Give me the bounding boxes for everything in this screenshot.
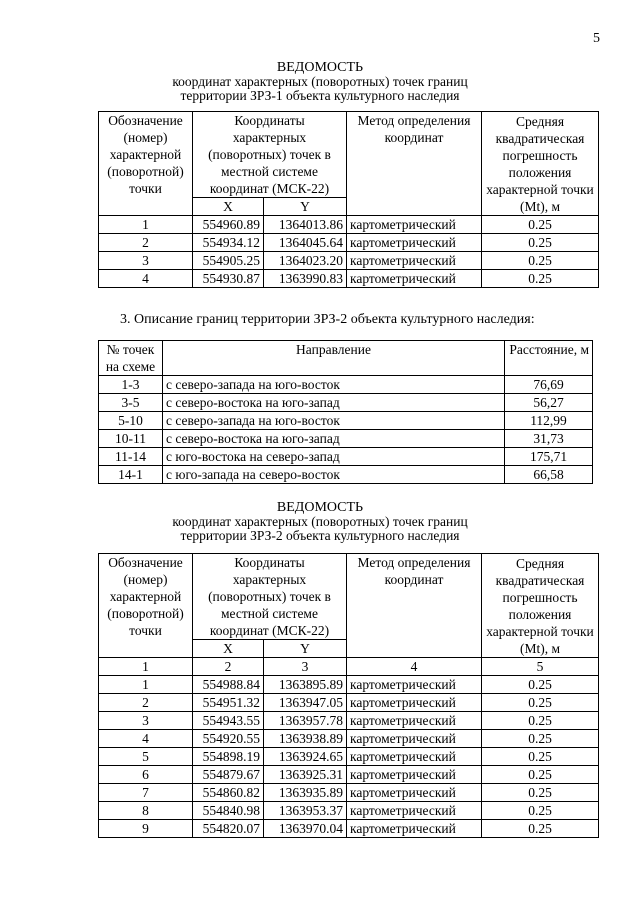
y-coordinate-cell: 1363935.89 <box>264 784 347 802</box>
table-row <box>99 748 599 766</box>
method-cell: картометрический <box>347 252 482 270</box>
table-header-row <box>99 112 599 198</box>
point-number-cell: 1 <box>99 676 193 694</box>
x-coordinate-cell: 554988.84 <box>193 676 264 694</box>
error-cell: 0.25 <box>482 216 599 234</box>
error-cell: 0.25 <box>482 802 599 820</box>
points-cell: 1-3 <box>99 376 163 394</box>
error-cell: 0.25 <box>482 820 599 838</box>
point-number-cell: 2 <box>99 234 193 252</box>
column-number: 1 <box>99 658 193 676</box>
error-cell: 0.25 <box>482 252 599 270</box>
method-cell: картометрический <box>347 820 482 838</box>
point-number-cell: 5 <box>99 748 193 766</box>
table-row <box>99 376 593 394</box>
direction-cell: с северо-запада на юго-восток <box>163 376 505 394</box>
x-coordinate-cell: 554860.82 <box>193 784 264 802</box>
x-coordinate-cell: 554879.67 <box>193 766 264 784</box>
method-cell: картометрический <box>347 216 482 234</box>
header-distance: Расстояние, м <box>505 341 593 376</box>
method-cell: картометрический <box>347 712 482 730</box>
direction-cell: с северо-запада на юго-восток <box>163 412 505 430</box>
method-cell: картометрический <box>347 766 482 784</box>
table-row <box>99 730 599 748</box>
y-coordinate-cell: 1363895.89 <box>264 676 347 694</box>
points-cell: 10-11 <box>99 430 163 448</box>
column-number: 3 <box>264 658 347 676</box>
block2-title: ВЕДОМОСТЬ <box>276 500 364 515</box>
distance-cell: 66,58 <box>505 466 593 484</box>
x-coordinate-cell: 554905.25 <box>193 252 264 270</box>
y-coordinate-cell: 1364023.20 <box>264 252 347 270</box>
points-cell: 3-5 <box>99 394 163 412</box>
method-cell: картометрический <box>347 802 482 820</box>
x-coordinate-cell: 554930.87 <box>193 270 264 288</box>
y-coordinate-cell: 1364013.86 <box>264 216 347 234</box>
block1-subtitle1: координат характерных (поворотных) точек границ <box>172 74 468 89</box>
method-cell: картометрический <box>347 234 482 252</box>
table-body <box>99 676 599 838</box>
zrz2-coordinates-table <box>98 553 599 838</box>
table-header-row <box>99 341 593 376</box>
x-coordinate-cell: 554943.55 <box>193 712 264 730</box>
table-row <box>99 694 599 712</box>
method-cell: картометрический <box>347 730 482 748</box>
error-cell: 0.25 <box>482 270 599 288</box>
x-coordinate-cell: 554920.55 <box>193 730 264 748</box>
table-row <box>99 216 599 234</box>
table-header-row <box>99 554 599 640</box>
error-cell: 0.25 <box>482 730 599 748</box>
points-cell: 5-10 <box>99 412 163 430</box>
distance-cell: 76,69 <box>505 376 593 394</box>
direction-cell: с юго-востока на северо-запад <box>163 448 505 466</box>
header-direction: Направление <box>163 341 505 376</box>
y-coordinate-cell: 1363957.78 <box>264 712 347 730</box>
header-error: Средняя квадратическая погрешность положения характерной точки (Mt), м <box>482 554 599 658</box>
column-number: 2 <box>193 658 264 676</box>
table-row <box>99 766 599 784</box>
y-coordinate-cell: 1363947.05 <box>264 694 347 712</box>
y-coordinate-cell: 1363924.65 <box>264 748 347 766</box>
table-row <box>99 820 599 838</box>
method-cell: картометрический <box>347 748 482 766</box>
header-method: Метод определения координат <box>347 112 482 216</box>
y-coordinate-cell: 1363990.83 <box>264 270 347 288</box>
y-coordinate-cell: 1363970.04 <box>264 820 347 838</box>
y-coordinate-cell: 1363953.37 <box>264 802 347 820</box>
table-row <box>99 784 599 802</box>
table-row <box>99 252 599 270</box>
table-row <box>99 430 593 448</box>
table-row <box>99 802 599 820</box>
error-cell: 0.25 <box>482 676 599 694</box>
error-cell: 0.25 <box>482 694 599 712</box>
y-coordinate-cell: 1363938.89 <box>264 730 347 748</box>
point-number-cell: 1 <box>99 216 193 234</box>
block1-subtitle2: территории ЗРЗ-1 объекта культурного наследия <box>180 88 460 103</box>
table-row <box>99 448 593 466</box>
points-cell: 11-14 <box>99 448 163 466</box>
table-row <box>99 712 599 730</box>
direction-cell: с юго-запада на северо-восток <box>163 466 505 484</box>
block1-title: ВЕДОМОСТЬ <box>276 60 364 75</box>
header-coords: Координаты характерных (поворотных) точек в местной системе координат (МСК-22) <box>193 554 347 640</box>
header-x: X <box>193 198 264 216</box>
y-coordinate-cell: 1363925.31 <box>264 766 347 784</box>
method-cell: картометрический <box>347 694 482 712</box>
block2-heading <box>0 501 640 543</box>
column-number: 4 <box>347 658 482 676</box>
point-number-cell: 8 <box>99 802 193 820</box>
point-number-cell: 7 <box>99 784 193 802</box>
page-number: 5 <box>593 31 600 46</box>
point-number-cell: 3 <box>99 712 193 730</box>
direction-cell: с северо-востока на юго-запад <box>163 394 505 412</box>
y-coordinate-cell: 1364045.64 <box>264 234 347 252</box>
table-row <box>99 270 599 288</box>
direction-cell: с северо-востока на юго-запад <box>163 430 505 448</box>
point-number-cell: 3 <box>99 252 193 270</box>
point-number-cell: 9 <box>99 820 193 838</box>
table-row <box>99 412 593 430</box>
points-cell: 14-1 <box>99 466 163 484</box>
error-cell: 0.25 <box>482 784 599 802</box>
section3-heading: 3. Описание границ территории ЗРЗ-2 объекта культурного наследия: <box>120 312 535 327</box>
x-coordinate-cell: 554951.32 <box>193 694 264 712</box>
error-cell: 0.25 <box>482 712 599 730</box>
zrz2-boundary-table <box>98 340 593 484</box>
block2-subtitle1: координат характерных (поворотных) точек границ <box>172 514 468 529</box>
table-row <box>99 676 599 694</box>
x-coordinate-cell: 554898.19 <box>193 748 264 766</box>
header-coords: Координаты характерных (поворотных) точек в местной системе координат (МСК-22) <box>193 112 347 198</box>
header-y: Y <box>264 640 347 658</box>
table-body <box>99 376 593 484</box>
block2-subtitle2: территории ЗРЗ-2 объекта культурного наследия <box>180 528 460 543</box>
x-coordinate-cell: 554840.98 <box>193 802 264 820</box>
x-coordinate-cell: 554934.12 <box>193 234 264 252</box>
table-row <box>99 466 593 484</box>
error-cell: 0.25 <box>482 766 599 784</box>
column-number: 5 <box>482 658 599 676</box>
distance-cell: 56,27 <box>505 394 593 412</box>
distance-cell: 31,73 <box>505 430 593 448</box>
method-cell: картометрический <box>347 270 482 288</box>
column-number-row <box>99 658 599 676</box>
error-cell: 0.25 <box>482 234 599 252</box>
header-y: Y <box>264 198 347 216</box>
table-body <box>99 216 599 288</box>
point-number-cell: 4 <box>99 270 193 288</box>
table-row <box>99 234 599 252</box>
header-point: Обозначение (номер) характерной (поворотной) точки <box>99 554 193 658</box>
point-number-cell: 4 <box>99 730 193 748</box>
method-cell: картометрический <box>347 784 482 802</box>
error-cell: 0.25 <box>482 748 599 766</box>
header-method: Метод определения координат <box>347 554 482 658</box>
x-coordinate-cell: 554960.89 <box>193 216 264 234</box>
distance-cell: 175,71 <box>505 448 593 466</box>
x-coordinate-cell: 554820.07 <box>193 820 264 838</box>
header-x: X <box>193 640 264 658</box>
distance-cell: 112,99 <box>505 412 593 430</box>
table-row <box>99 394 593 412</box>
zrz1-coordinates-table <box>98 111 599 288</box>
header-points: № точек на схеме <box>99 341 163 376</box>
block1-heading <box>0 61 640 103</box>
header-point: Обозначение (номер) характерной (поворотной) точки <box>99 112 193 216</box>
point-number-cell: 6 <box>99 766 193 784</box>
point-number-cell: 2 <box>99 694 193 712</box>
header-error: Средняя квадратическая погрешность положения характерной точки (Mt), м <box>482 112 599 216</box>
method-cell: картометрический <box>347 676 482 694</box>
